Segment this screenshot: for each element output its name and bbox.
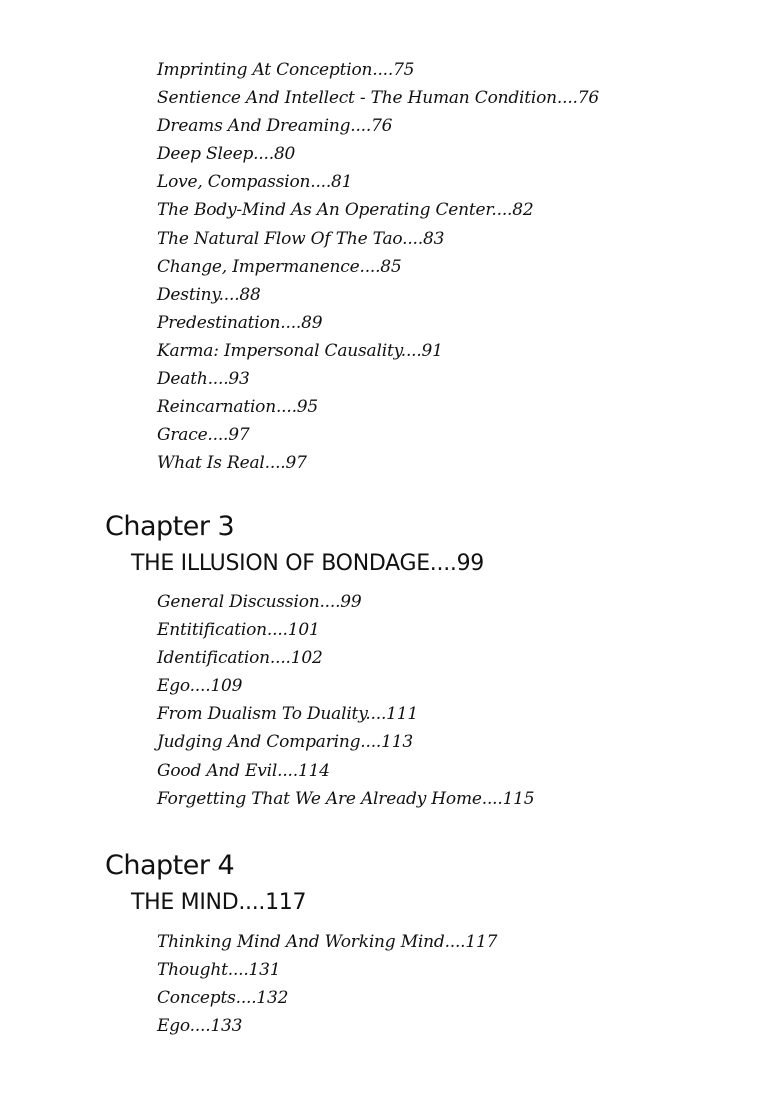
toc-entry: Concepts....132 [157, 988, 289, 1009]
toc-entry: Thinking Mind And Working Mind....117 [157, 932, 498, 952]
toc-entry: Ego....109 [157, 676, 243, 697]
toc-entry: From Dualism To Duality....111 [157, 704, 419, 725]
toc-entry: Forgetting That We Are Already Home....115 [157, 788, 535, 809]
toc-entry-list [157, 56, 599, 477]
toc-entry: Love, Compassion....81 [157, 172, 353, 193]
toc-entry: Predestination....89 [157, 312, 323, 333]
toc-entry: Thought....131 [157, 960, 281, 981]
toc-entry: General Discussion....99 [157, 592, 362, 612]
toc-entry: Change, Impermanence....85 [157, 256, 402, 277]
toc-entry: Good And Evil....114 [157, 760, 330, 781]
toc-entry: Ego....133 [157, 1016, 243, 1037]
toc-entry: Dreams And Dreaming....76 [157, 116, 393, 137]
toc-entry: Judging And Comparing....113 [157, 732, 413, 753]
toc-entry: Reincarnation....95 [157, 397, 319, 418]
chapter-title: THE ILLUSION OF BONDAGE....99 [131, 551, 484, 576]
toc-entry: Grace....97 [157, 425, 250, 446]
toc-entry: The Natural Flow Of The Tao....83 [157, 228, 445, 249]
toc-entry: Imprinting At Conception....75 [157, 60, 415, 80]
toc-entry: Karma: Impersonal Causality....91 [157, 340, 443, 361]
chapter-label: Chapter 3 [105, 511, 235, 542]
toc-entry-list [157, 928, 497, 1040]
toc-entry: Death....93 [157, 369, 250, 390]
chapter-label: Chapter 4 [105, 850, 235, 881]
toc-entry: Deep Sleep....80 [157, 144, 296, 165]
toc-entry: Sentience And Intellect - The Human Condition....76 [157, 88, 599, 109]
chapter-title: THE MIND....117 [131, 890, 307, 915]
toc-entry: What Is Real....97 [157, 453, 307, 474]
toc-entry: Destiny....88 [157, 284, 261, 305]
toc-entry: Entitification....101 [157, 620, 320, 641]
toc-entry-list [157, 588, 534, 813]
toc-entry: The Body-Mind As An Operating Center....82 [157, 200, 534, 221]
toc-entry: Identification....102 [157, 648, 323, 669]
